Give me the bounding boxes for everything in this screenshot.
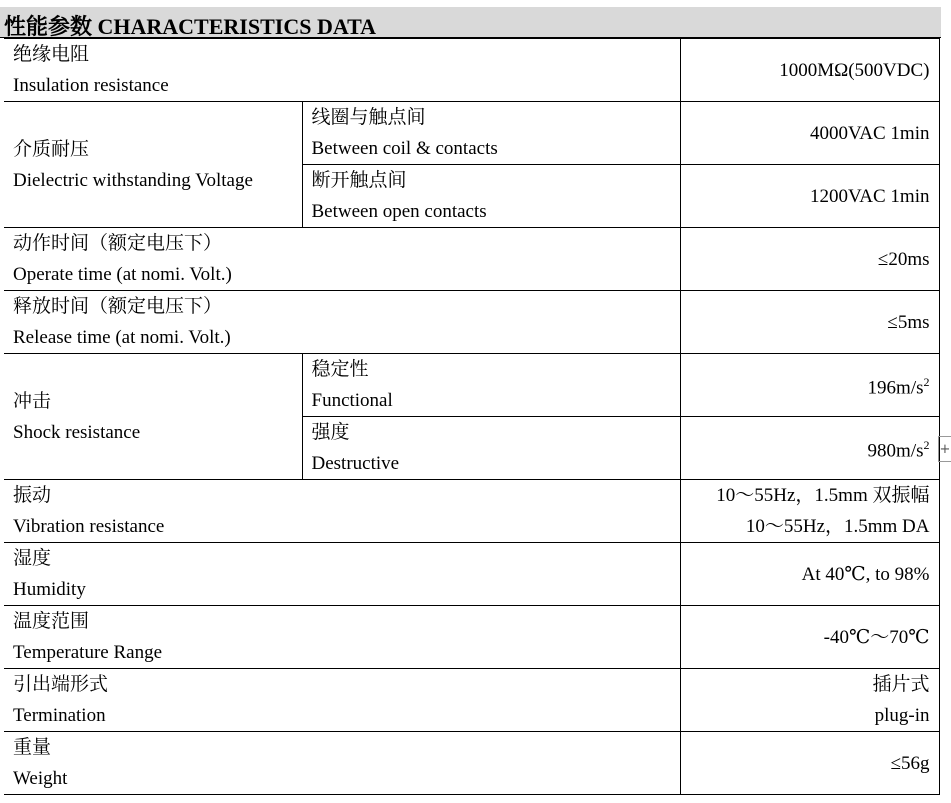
param-value: 1000MΩ(500VDC) xyxy=(779,59,930,81)
param-label-en: Vibration resistance xyxy=(13,516,165,537)
table-move-handle[interactable]: + xyxy=(938,436,951,462)
param-cell xyxy=(4,39,680,102)
value-cell xyxy=(680,354,939,417)
param-cell xyxy=(4,606,680,669)
param-value: 插片式 xyxy=(872,674,930,695)
value-cell xyxy=(680,669,939,732)
table-row xyxy=(4,291,939,354)
table-row xyxy=(4,228,939,291)
subparam-label-zh: 断开触点间 xyxy=(311,169,407,191)
subparam-label-zh: 强度 xyxy=(311,421,350,443)
param-label-zh: 绝缘电阻 xyxy=(13,43,90,65)
subparam-label-en: Destructive xyxy=(311,453,400,474)
param-value: ≤20ms xyxy=(877,248,930,270)
param-cell xyxy=(4,669,680,732)
param-value: 1200VAC 1min xyxy=(810,185,930,207)
table-row xyxy=(4,669,939,732)
value-cell xyxy=(680,543,939,606)
param-label-en: Release time (at nomi. Volt.) xyxy=(13,327,231,348)
table-row xyxy=(4,354,939,417)
param-value: -40℃～70℃ xyxy=(823,626,930,648)
param-cell xyxy=(4,732,680,795)
value-cell xyxy=(680,39,939,102)
param-cell xyxy=(4,480,680,543)
param-value: At 40℃, to 98% xyxy=(801,563,930,585)
table-row xyxy=(4,606,939,669)
param-value: 10～55Hz，1.5mm 双振幅 xyxy=(716,485,930,506)
param-label-zh: 介质耐压 xyxy=(13,137,90,160)
param-label-en: Shock resistance xyxy=(13,421,141,443)
param-label-zh: 动作时间（额定电压下） xyxy=(13,232,223,254)
value-cell xyxy=(680,228,939,291)
value-cell xyxy=(680,102,939,165)
param-cell xyxy=(4,291,680,354)
section-header xyxy=(0,7,941,38)
subparam-cell xyxy=(302,354,680,417)
param-cell xyxy=(4,228,680,291)
param-label-en: Weight xyxy=(13,768,68,789)
param-label-zh: 释放时间（额定电压下） xyxy=(13,295,223,317)
table-row xyxy=(4,39,939,102)
value-cell xyxy=(680,165,939,228)
param-label-en: Insulation resistance xyxy=(13,75,169,96)
value-superscript: 2 xyxy=(923,374,930,389)
param-label-zh: 重量 xyxy=(13,736,52,758)
param-value: 4000VAC 1min xyxy=(810,122,930,144)
param-label-en: Dielectric withstanding Voltage xyxy=(13,169,253,191)
subparam-cell xyxy=(302,102,680,165)
table-row xyxy=(4,480,939,543)
table-row xyxy=(4,102,939,165)
section-title: 性能参数 CHARACTERISTICS DATA xyxy=(4,14,377,39)
param-value xyxy=(690,367,930,403)
subparam-label-en: Functional xyxy=(311,390,393,411)
value-cell xyxy=(680,732,939,795)
param-value: ≤5ms xyxy=(887,311,930,333)
value-text: 980m/s xyxy=(867,440,924,462)
param-cell xyxy=(4,102,302,228)
param-value-secondary: 10～55Hz，1.5mm DA xyxy=(745,516,930,537)
param-label-zh: 湿度 xyxy=(13,547,52,569)
subparam-label-zh: 稳定性 xyxy=(311,358,369,380)
subparam-label-en: Between open contacts xyxy=(311,201,487,222)
characteristics-table xyxy=(4,38,940,795)
value-cell xyxy=(680,291,939,354)
subparam-cell xyxy=(302,165,680,228)
value-superscript: 2 xyxy=(923,437,930,452)
param-label-en: Termination xyxy=(13,705,106,726)
value-cell xyxy=(680,480,939,543)
subparam-label-zh: 线圈与触点间 xyxy=(311,106,426,128)
param-label-zh: 引出端形式 xyxy=(13,673,109,695)
subparam-label-en: Between coil & contacts xyxy=(311,138,498,159)
value-text: 196m/s xyxy=(867,377,924,399)
subparam-cell xyxy=(302,417,680,480)
param-label-zh: 温度范围 xyxy=(13,610,90,632)
value-cell xyxy=(680,606,939,669)
table-row xyxy=(4,543,939,606)
param-value-secondary: plug-in xyxy=(874,705,930,726)
param-value: ≤56g xyxy=(890,752,930,774)
param-label-en: Temperature Range xyxy=(13,642,163,663)
param-cell xyxy=(4,543,680,606)
value-cell xyxy=(680,417,939,480)
param-label-zh: 振动 xyxy=(13,484,52,506)
param-label-en: Humidity xyxy=(13,579,86,600)
param-value xyxy=(690,430,930,466)
param-label-en: Operate time (at nomi. Volt.) xyxy=(13,264,232,285)
table-row xyxy=(4,732,939,795)
param-cell xyxy=(4,354,302,480)
param-label-zh: 冲击 xyxy=(13,389,52,412)
